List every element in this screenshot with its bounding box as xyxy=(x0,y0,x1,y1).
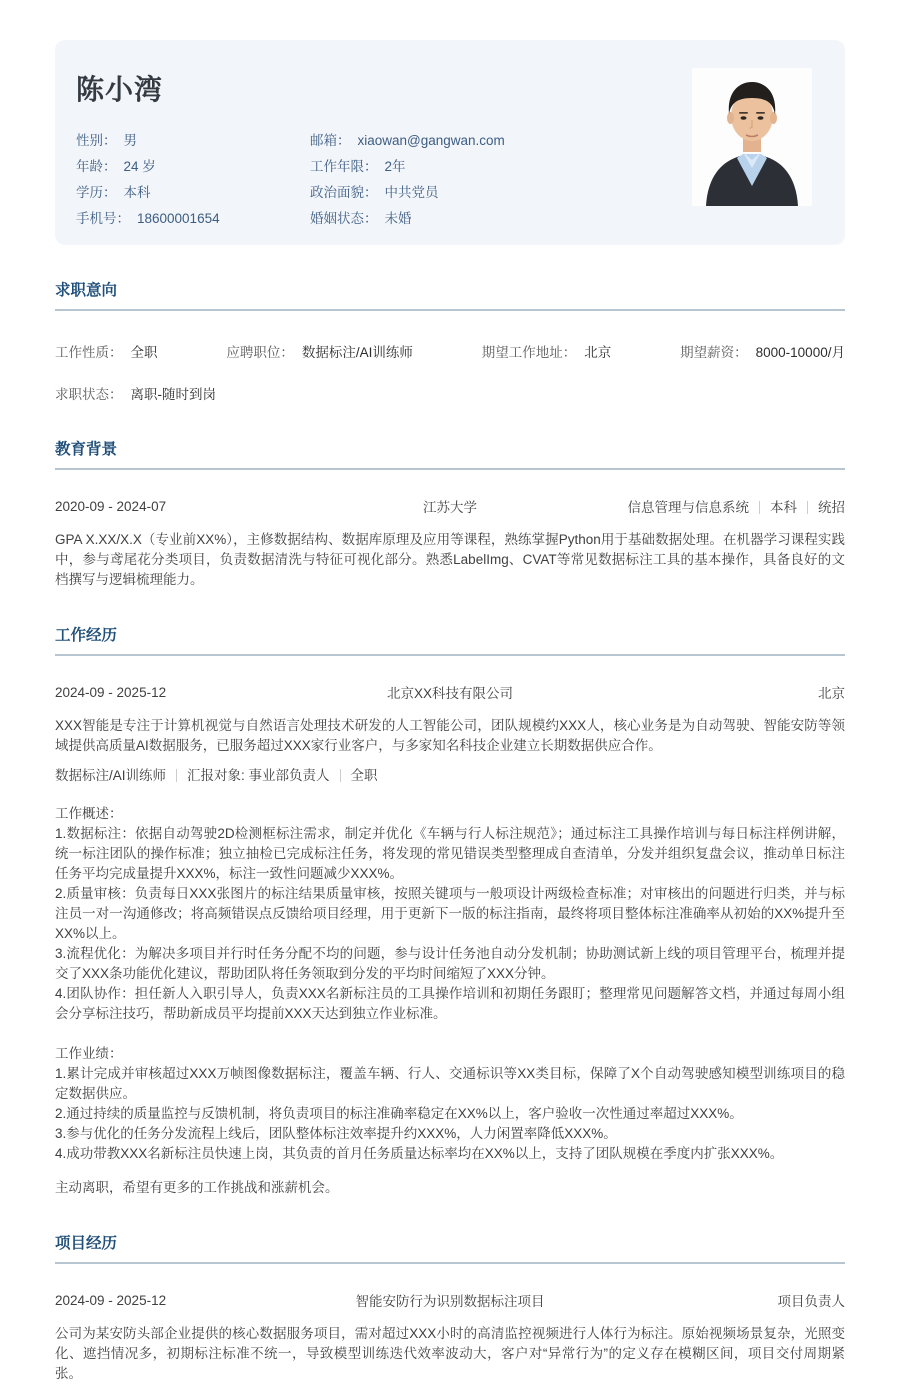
field-marital-status-label: 婚姻状态： xyxy=(310,211,378,226)
pair-job-nature-label: 工作性质： xyxy=(55,345,123,360)
field-political-status xyxy=(310,180,685,206)
work-achievement-title: 工作业绩： xyxy=(55,1046,123,1061)
education-meta xyxy=(477,496,845,516)
project-name: 智能安防行为识别数据标注项目 xyxy=(355,1294,545,1309)
pair-job-status-label: 求职状态： xyxy=(55,387,123,402)
pair-job-status xyxy=(55,387,216,402)
field-email-value: xiaowan@gangwan.com xyxy=(357,133,505,148)
pair-expected-location xyxy=(482,341,612,361)
work-location: 北京 xyxy=(818,686,845,701)
field-phone-label: 手机号： xyxy=(76,211,130,226)
work-position-line xyxy=(55,764,845,784)
project-period: 2024-09 - 2025-12 xyxy=(55,1292,167,1308)
pair-apply-position-label: 应聘职位： xyxy=(226,345,294,360)
field-gender-value: 男 xyxy=(123,133,137,148)
company-intro: XXX智能是专注于计算机视觉与自然语言处理技术研发的人工智能公司，团队规模约XXX人，核心业务是为自动驾驶、智能安防等领域提供高质量AI数据服务，已服务超过XXX家行业客户，与多家知名科技企业建立长期数据供应合作。 xyxy=(55,718,845,753)
project-description: 公司为某安防头部企业提供的核心数据服务项目，需对超过XXX小时的高清监控视频进行人体行为标注。原始视频场景复杂，光照变化、遮挡情况多，初期标注标准不统一，导致模型训练迭代效率波动大，客户对“异常行为”的定义存在模糊区间，项目交付周期紧张。 xyxy=(55,1326,845,1381)
pair-expected-salary-label: 期望薪资： xyxy=(680,345,748,360)
education-major: 信息管理与信息系统 xyxy=(627,500,749,515)
education-period: 2020-09 - 2024-07 xyxy=(55,498,167,514)
work-overview-title: 工作概述： xyxy=(55,806,123,821)
education-enroll-type: 统招 xyxy=(818,500,845,515)
work-achievement-block xyxy=(55,1044,845,1164)
field-political-status-value: 中共党员 xyxy=(384,185,439,200)
work-leave-reason: 主动离职，希望有更多的工作挑战和涨薪机会。 xyxy=(55,1180,339,1195)
pair-apply-position xyxy=(226,341,413,361)
divider xyxy=(759,501,760,514)
work-position: 数据标注/AI训练师 xyxy=(55,768,167,783)
job-intent-row2 xyxy=(55,383,845,404)
info-column-left xyxy=(76,128,310,232)
field-work-years xyxy=(310,154,685,180)
work-period: 2024-09 - 2025-12 xyxy=(55,684,167,700)
section-title-education: 教育背景 xyxy=(55,437,845,470)
project-role: 项目负责人 xyxy=(777,1294,845,1309)
section-job-intent xyxy=(55,278,845,404)
pair-apply-position-value: 数据标注/AI训练师 xyxy=(301,345,413,360)
section-title-job-intent: 求职意向 xyxy=(55,278,845,311)
field-degree-label: 学历： xyxy=(76,185,117,200)
field-degree-value: 本科 xyxy=(123,185,151,200)
education-school: 江苏大学 xyxy=(423,500,477,515)
job-intent-row1 xyxy=(55,341,845,361)
field-age xyxy=(76,154,310,180)
work-company: 北京XX科技有限公司 xyxy=(386,686,513,701)
candidate-name: 陈小湾 xyxy=(76,74,164,105)
section-title-work: 工作经历 xyxy=(55,623,845,656)
work-overview-block xyxy=(55,804,845,1024)
field-work-years-label: 工作年限： xyxy=(310,159,378,174)
divider xyxy=(340,769,341,782)
pair-job-nature-value: 全职 xyxy=(130,345,158,360)
work-overview-item: 1.数据标注：依据自动驾驶2D检测框标注需求，制定并优化《车辆与行人标注规范》；通过标注工具操作培训与每日标注样例讲解，统一标注团队的操作标准；独立抽检已完成标注任务，将发现的常见错误类型整理成自查清单，分发并组织复盘会议，推动单日标注任务平均完成量提升XXX%，标注一致性问题减少XXX%。 xyxy=(55,826,845,881)
section-project xyxy=(55,1231,845,1384)
field-age-value: 24 岁 xyxy=(123,159,156,174)
work-overview-item: 3.流程优化：为解决多项目并行时任务分配不均的问题，参与设计任务池自动分发机制；协助测试新上线的项目管理平台，梳理并提交了XXX条功能优化建议，帮助团队将任务领取到分发的平均时间缩短了XXX分钟。 xyxy=(55,946,845,981)
project-entry-row xyxy=(55,1290,845,1310)
field-phone-value: 18600001654 xyxy=(137,211,220,226)
pair-expected-location-value: 北京 xyxy=(584,345,612,360)
work-entry-row xyxy=(55,682,845,702)
section-title-project: 项目经历 xyxy=(55,1231,845,1264)
work-overview-item: 2.质量审核：负责每日XXX张图片的标注结果质量审核，按照关键项与一般项设计两级检查标准；对审核出的问题进行归类，并与标注员一对一沟通修改；将高频错误点反馈给项目经理，用于更新下一版的标注指南，最终将项目整体标注准确率从初始的XX%提升至XX%以上。 xyxy=(55,886,845,941)
field-work-years-value: 2年 xyxy=(384,159,406,174)
education-degree: 本科 xyxy=(770,500,797,515)
section-work xyxy=(55,623,845,1198)
field-marital-status xyxy=(310,206,685,232)
field-email xyxy=(310,128,685,154)
pair-expected-location-label: 期望工作地址： xyxy=(481,345,577,360)
resume-header-card xyxy=(55,40,845,245)
education-description: GPA X.XX/X.X（专业前XX%），主修数据结构、数据库原理及应用等课程，熟练掌握Python用于基础数据处理。在机器学习课程实践中，参与鸢尾花分类项目，负责数据清洗与特征可视化部分。熟悉LabelImg、CVAT等常见数据标注工具的基本操作，具备良好的文档撰写与逻辑梳理能力。 xyxy=(55,532,845,587)
field-political-status-label: 政治面貌： xyxy=(310,185,378,200)
work-job-type: 全职 xyxy=(350,768,378,783)
field-gender xyxy=(76,128,310,154)
candidate-photo xyxy=(692,68,812,206)
info-column-right xyxy=(310,128,685,232)
field-age-label: 年龄： xyxy=(76,159,117,174)
work-achievement-item: 1.累计完成并审核超过XXX万帧图像数据标注，覆盖车辆、行人、交通标识等XX类目标，保障了X个自动驾驶感知模型训练项目的稳定数据供应。 xyxy=(55,1066,845,1101)
section-education xyxy=(55,437,845,590)
divider xyxy=(807,501,808,514)
divider xyxy=(176,769,177,782)
work-achievement-item: 4.成功带教XXX名新标注员快速上岗，其负责的首月任务质量达标率均在XX%以上，支持了团队规模在季度内扩张XXX%。 xyxy=(55,1146,784,1161)
pair-expected-salary-value: 8000-10000/月 xyxy=(755,345,845,360)
field-email-label: 邮箱： xyxy=(310,133,351,148)
pair-expected-salary xyxy=(680,341,845,361)
pair-job-status-value: 离职-随时到岗 xyxy=(130,387,216,402)
work-overview-item: 4.团队协作：担任新人入职引导人，负责XXX名新标注员的工具操作培训和初期任务跟盯；整理常见问题解答文档，并通过每周小组会分享标注技巧，帮助新成员平均提前XXX天达到独立作业标准。 xyxy=(55,986,845,1021)
personal-info-grid xyxy=(76,128,685,232)
work-achievement-item: 2.通过持续的质量监控与反馈机制，将负责项目的标注准确率稳定在XX%以上，客户验收一次性通过率超过XXX%。 xyxy=(55,1106,743,1121)
field-phone xyxy=(76,206,310,232)
field-marital-status-value: 未婚 xyxy=(384,211,412,226)
field-gender-label: 性别： xyxy=(76,133,117,148)
work-report-to: 汇报对象: 事业部负责人 xyxy=(187,768,330,783)
field-degree xyxy=(76,180,310,206)
pair-job-nature xyxy=(55,341,158,361)
education-entry-row xyxy=(55,496,845,516)
work-achievement-item: 3.参与优化的任务分发流程上线后，团队整体标注效率提升约XXX%，人力闲置率降低XXX%。 xyxy=(55,1126,617,1141)
